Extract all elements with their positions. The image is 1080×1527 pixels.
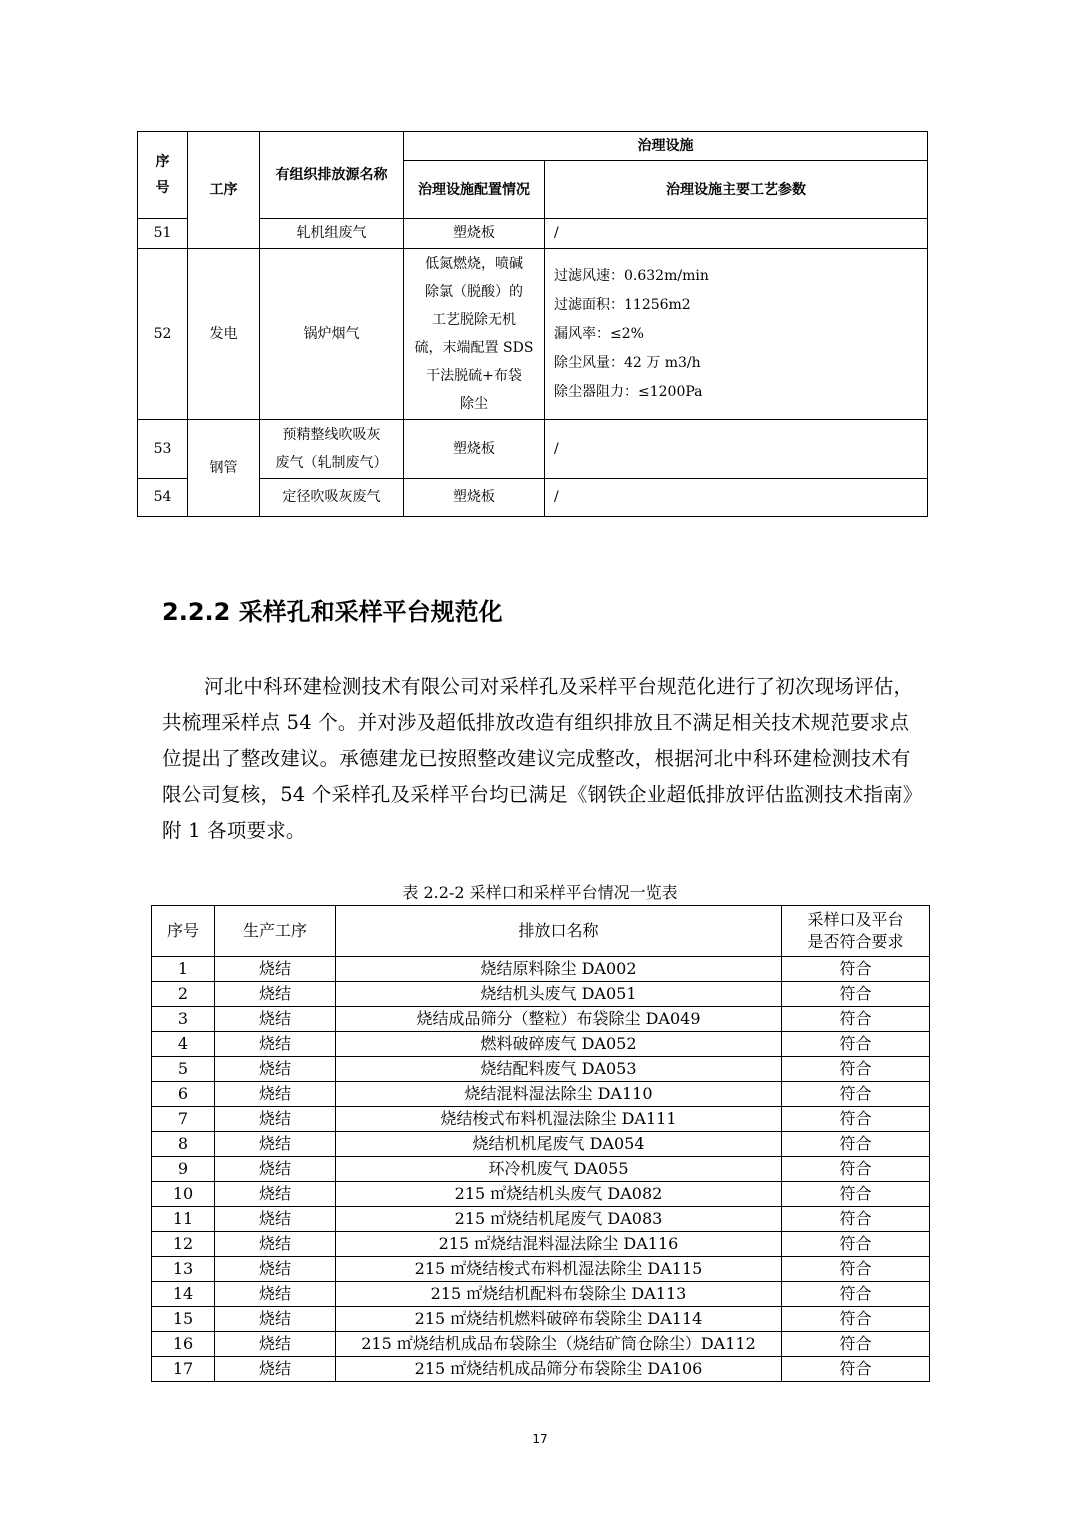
cell-process: 烧结 [215, 1232, 336, 1257]
header-compliance-line1: 采样口及平台 [807, 910, 904, 929]
cell-seq: 51 [138, 219, 188, 249]
cell-source: 轧机组废气 [260, 219, 404, 249]
table-row [152, 1082, 930, 1107]
cell-process: 钢管 [188, 420, 260, 517]
cell-seq: 12 [152, 1232, 215, 1257]
cell-compliance: 符合 [782, 1232, 930, 1257]
param-line: 过滤面积：11256m2 [554, 296, 691, 313]
cell-config: 塑烧板 [404, 479, 545, 517]
cell-config: 塑烧板 [404, 219, 545, 249]
config-line: 低氮燃烧，喷碱 [425, 256, 523, 272]
cell-outlet: 215 ㎡烧结机尾废气 DA083 [336, 1207, 782, 1232]
header-source-text: 有组织排放源名称 [275, 167, 388, 183]
source-line: 预精整线吹吸灰 [282, 427, 381, 443]
cell-compliance: 符合 [782, 1307, 930, 1332]
cell-seq: 7 [152, 1107, 215, 1132]
page-number: 17 [532, 1432, 548, 1446]
cell-params: / [545, 479, 928, 517]
header-facility: 治理设施 [404, 132, 928, 161]
cell-seq: 4 [152, 1032, 215, 1057]
table-row [152, 1032, 930, 1057]
param-line: 除尘风量：42 万 m3/h [554, 354, 701, 371]
cell-outlet: 215 ㎡烧结梭式布料机湿法除尘 DA115 [336, 1257, 782, 1282]
section-paragraph: 河北中科环建检测技术有限公司对采样孔及采样平台规范化进行了初次现场评估，共梳理采样点 54 个。并对涉及超低排放改造有组织排放且不满足相关技术规范要求点位提出了整改建议。承德建龙已按照整改建议完成整改，根据河北中科环建检测技术有限公司复核，54 个采样孔及采样平台均已满足《钢铁企业超低排放评估监测技术指南》附 1 各项要求。 [162, 675, 914, 842]
cell-seq: 11 [152, 1207, 215, 1232]
table-row [152, 957, 930, 982]
cell-outlet: 燃料破碎废气 DA052 [336, 1032, 782, 1057]
cell-process: 烧结 [215, 1057, 336, 1082]
header-seq [138, 132, 188, 219]
cell-outlet: 215 ㎡烧结混料湿法除尘 DA116 [336, 1232, 782, 1257]
cell-compliance: 符合 [782, 1257, 930, 1282]
table-row [152, 1257, 930, 1282]
table-row [152, 1332, 930, 1357]
header-compliance [782, 906, 930, 957]
cell-seq: 14 [152, 1282, 215, 1307]
cell-process: 烧结 [215, 1307, 336, 1332]
header-compliance-line2: 是否符合要求 [807, 932, 904, 951]
cell-compliance: 符合 [782, 1207, 930, 1232]
config-line: 工艺脱除无机 [432, 312, 516, 328]
table-row [138, 249, 928, 420]
cell-seq: 3 [152, 1007, 215, 1032]
cell-outlet: 215 ㎡烧结机成品筛分布袋除尘 DA106 [336, 1357, 782, 1382]
cell-process: 烧结 [215, 1032, 336, 1057]
header-outlet: 排放口名称 [336, 906, 782, 957]
cell-compliance: 符合 [782, 1032, 930, 1057]
cell-compliance: 符合 [782, 1332, 930, 1357]
table-row [152, 1307, 930, 1332]
header-seq: 序号 [152, 906, 215, 957]
config-line: 除氯（脱酸）的 [425, 284, 523, 300]
header-process: 工序 [188, 132, 260, 249]
cell-compliance: 符合 [782, 1107, 930, 1132]
cell-compliance: 符合 [782, 1132, 930, 1157]
sampling-platform-table [151, 905, 930, 1382]
table-row [152, 982, 930, 1007]
cell-compliance: 符合 [782, 1082, 930, 1107]
table-row [152, 1007, 930, 1032]
emission-facility-table [137, 131, 928, 517]
cell-process: 烧结 [215, 1207, 336, 1232]
cell-seq: 17 [152, 1357, 215, 1382]
section-heading: 2.2.2 采样孔和采样平台规范化 [162, 598, 503, 626]
cell-seq: 53 [138, 420, 188, 479]
cell-seq: 16 [152, 1332, 215, 1357]
table-row [152, 1132, 930, 1157]
cell-process: 烧结 [215, 1182, 336, 1207]
cell-outlet: 烧结梭式布料机湿法除尘 DA111 [336, 1107, 782, 1132]
table-row [152, 1157, 930, 1182]
table-row [152, 1182, 930, 1207]
table-row [152, 1107, 930, 1132]
cell-seq: 8 [152, 1132, 215, 1157]
cell-process: 烧结 [215, 957, 336, 982]
cell-process: 发电 [188, 249, 260, 420]
cell-compliance: 符合 [782, 1007, 930, 1032]
cell-compliance: 符合 [782, 1357, 930, 1382]
cell-outlet: 环冷机废气 DA055 [336, 1157, 782, 1182]
cell-seq: 6 [152, 1082, 215, 1107]
cell-outlet: 烧结混料湿法除尘 DA110 [336, 1082, 782, 1107]
header-process: 生产工序 [215, 906, 336, 957]
table-row [138, 420, 928, 479]
cell-process: 烧结 [215, 1107, 336, 1132]
cell-process: 烧结 [215, 1082, 336, 1107]
cell-seq: 9 [152, 1157, 215, 1182]
table-row [152, 1232, 930, 1257]
header-source [260, 132, 404, 219]
cell-process: 烧结 [215, 982, 336, 1007]
cell-compliance: 符合 [782, 1182, 930, 1207]
cell-source [260, 420, 404, 479]
table-caption: 表 2.2-2 采样口和采样平台情况一览表 [402, 883, 678, 902]
source-line: 废气（轧制废气） [275, 455, 388, 471]
cell-process: 烧结 [215, 1257, 336, 1282]
header-seq-text: 序号 [155, 154, 170, 196]
cell-outlet: 烧结机头废气 DA051 [336, 982, 782, 1007]
cell-outlet: 烧结原料除尘 DA002 [336, 957, 782, 982]
cell-outlet: 215 ㎡烧结机配料布袋除尘 DA113 [336, 1282, 782, 1307]
table-row [152, 1357, 930, 1382]
cell-compliance: 符合 [782, 1157, 930, 1182]
cell-compliance: 符合 [782, 982, 930, 1007]
table-row [152, 1282, 930, 1307]
cell-seq: 1 [152, 957, 215, 982]
cell-seq: 10 [152, 1182, 215, 1207]
cell-seq: 2 [152, 982, 215, 1007]
cell-outlet: 215 ㎡烧结机燃料破碎布袋除尘 DA114 [336, 1307, 782, 1332]
param-line: 过滤风速：0.632m/min [554, 267, 709, 284]
cell-params [545, 249, 928, 420]
config-line: 干法脱硫+布袋 [426, 368, 522, 384]
header-params: 治理设施主要工艺参数 [545, 161, 928, 219]
cell-process: 烧结 [215, 1157, 336, 1182]
cell-compliance: 符合 [782, 957, 930, 982]
header-config [404, 161, 545, 219]
param-line: 漏风率：≤2% [554, 325, 644, 342]
param-line: 除尘器阻力：≤1200Pa [554, 383, 703, 400]
config-line: 硫，末端配置 SDS [414, 340, 534, 356]
table-row [152, 1057, 930, 1082]
cell-compliance: 符合 [782, 1282, 930, 1307]
cell-config [404, 249, 545, 420]
cell-params: / [545, 219, 928, 249]
cell-seq: 5 [152, 1057, 215, 1082]
cell-outlet: 215 ㎡烧结机成品布袋除尘（烧结矿筒仓除尘）DA112 [336, 1332, 782, 1357]
cell-seq: 13 [152, 1257, 215, 1282]
cell-outlet: 烧结配料废气 DA053 [336, 1057, 782, 1082]
cell-seq: 52 [138, 249, 188, 420]
config-line: 除尘 [460, 396, 488, 412]
cell-params: / [545, 420, 928, 479]
cell-seq: 15 [152, 1307, 215, 1332]
cell-compliance: 符合 [782, 1057, 930, 1082]
header-config-text: 治理设施配置情况 [418, 181, 530, 198]
cell-outlet: 烧结机机尾废气 DA054 [336, 1132, 782, 1157]
table-row [152, 1207, 930, 1232]
cell-source: 锅炉烟气 [260, 249, 404, 420]
table-header-row [152, 906, 930, 957]
cell-source: 定径吹吸灰废气 [260, 479, 404, 517]
cell-process: 烧结 [215, 1332, 336, 1357]
cell-config: 塑烧板 [404, 420, 545, 479]
cell-process: 烧结 [215, 1282, 336, 1307]
cell-process: 烧结 [215, 1357, 336, 1382]
cell-process: 烧结 [215, 1007, 336, 1032]
cell-process: 烧结 [215, 1132, 336, 1157]
cell-outlet: 烧结成品筛分（整粒）布袋除尘 DA049 [336, 1007, 782, 1032]
cell-seq: 54 [138, 479, 188, 517]
cell-outlet: 215 ㎡烧结机头废气 DA082 [336, 1182, 782, 1207]
